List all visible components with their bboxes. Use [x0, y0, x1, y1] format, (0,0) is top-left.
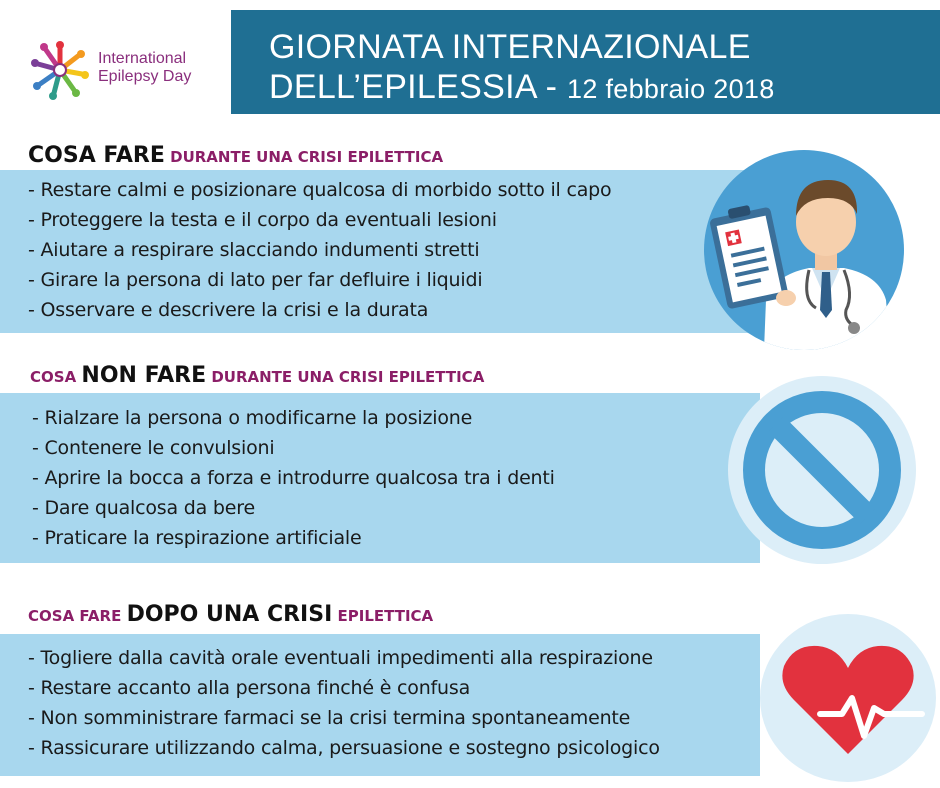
header-title-separator: - — [535, 68, 568, 106]
section-title-emphasis: NON FARE — [81, 363, 207, 388]
section-title-post: DURANTE UNA CRISI EPILETTICA — [164, 148, 444, 166]
section-title-emphasis: DOPO UNA CRISI — [126, 602, 333, 627]
list-item: - Contenere le convulsioni — [32, 437, 275, 459]
section-band-do-not — [0, 393, 760, 563]
list-do-not — [0, 393, 760, 553]
list-item: - Proteggere la testa e il corpo da eventuali lesioni — [28, 209, 497, 231]
list-item: - Osservare e descrivere la crisi e la durata — [28, 299, 429, 321]
section-title-after — [28, 602, 433, 627]
section-title-do-not — [30, 363, 484, 388]
list-item: - Aprire la bocca a forza e introdurre qualcosa tra i denti — [32, 467, 555, 489]
heartbeat-icon — [760, 614, 936, 782]
list-item: - Dare qualcosa da bere — [32, 497, 255, 519]
list-item: - Rialzare la persona o modificarne la posizione — [32, 407, 473, 429]
doctor-icon — [704, 150, 904, 350]
list-item: - Restare calmi e posizionare qualcosa di morbido sotto il capo — [28, 179, 612, 201]
section-title-post: EPILETTICA — [332, 607, 434, 625]
prohibited-icon — [728, 376, 916, 564]
logo — [28, 38, 228, 104]
section-title-pre: COSA — [30, 368, 82, 386]
epilepsy-day-logo-icon — [28, 38, 92, 102]
header-date: 12 febbraio 2018 — [567, 74, 775, 104]
list-item: - Restare accanto alla persona finché è confusa — [28, 677, 471, 699]
logo-text — [98, 50, 191, 86]
list-item: - Rassicurare utilizzando calma, persuasione e sostegno psicologico — [28, 737, 660, 759]
list-item: - Girare la persona di lato per far defluire i liquidi — [28, 269, 483, 291]
section-title-pre: COSA FARE — [28, 607, 127, 625]
list-item: - Praticare la respirazione artificiale — [32, 527, 362, 549]
list-during — [0, 170, 760, 325]
section-title-during — [28, 143, 443, 168]
section-band-during — [0, 170, 760, 333]
list-item: - Non somministrare farmaci se la crisi termina spontaneamente — [28, 707, 631, 729]
header-title-main: DELL’EPILESSIA — [269, 68, 536, 106]
section-title-emphasis: COSA FARE — [28, 143, 165, 168]
header-title-line-1: GIORNATA INTERNAZIONALE — [269, 28, 751, 66]
list-item: - Aiutare a respirare slacciando indumenti stretti — [28, 239, 480, 261]
section-title-post: DURANTE UNA CRISI EPILETTICA — [206, 368, 485, 386]
logo-line-1: International — [98, 50, 187, 67]
header-banner — [231, 10, 940, 114]
header-title-line-2 — [269, 68, 775, 108]
section-band-after — [0, 634, 760, 776]
logo-line-2: Epilepsy Day — [98, 68, 192, 85]
list-after — [0, 634, 760, 763]
list-item: - Togliere dalla cavità orale eventuali impedimenti alla respirazione — [28, 647, 653, 669]
